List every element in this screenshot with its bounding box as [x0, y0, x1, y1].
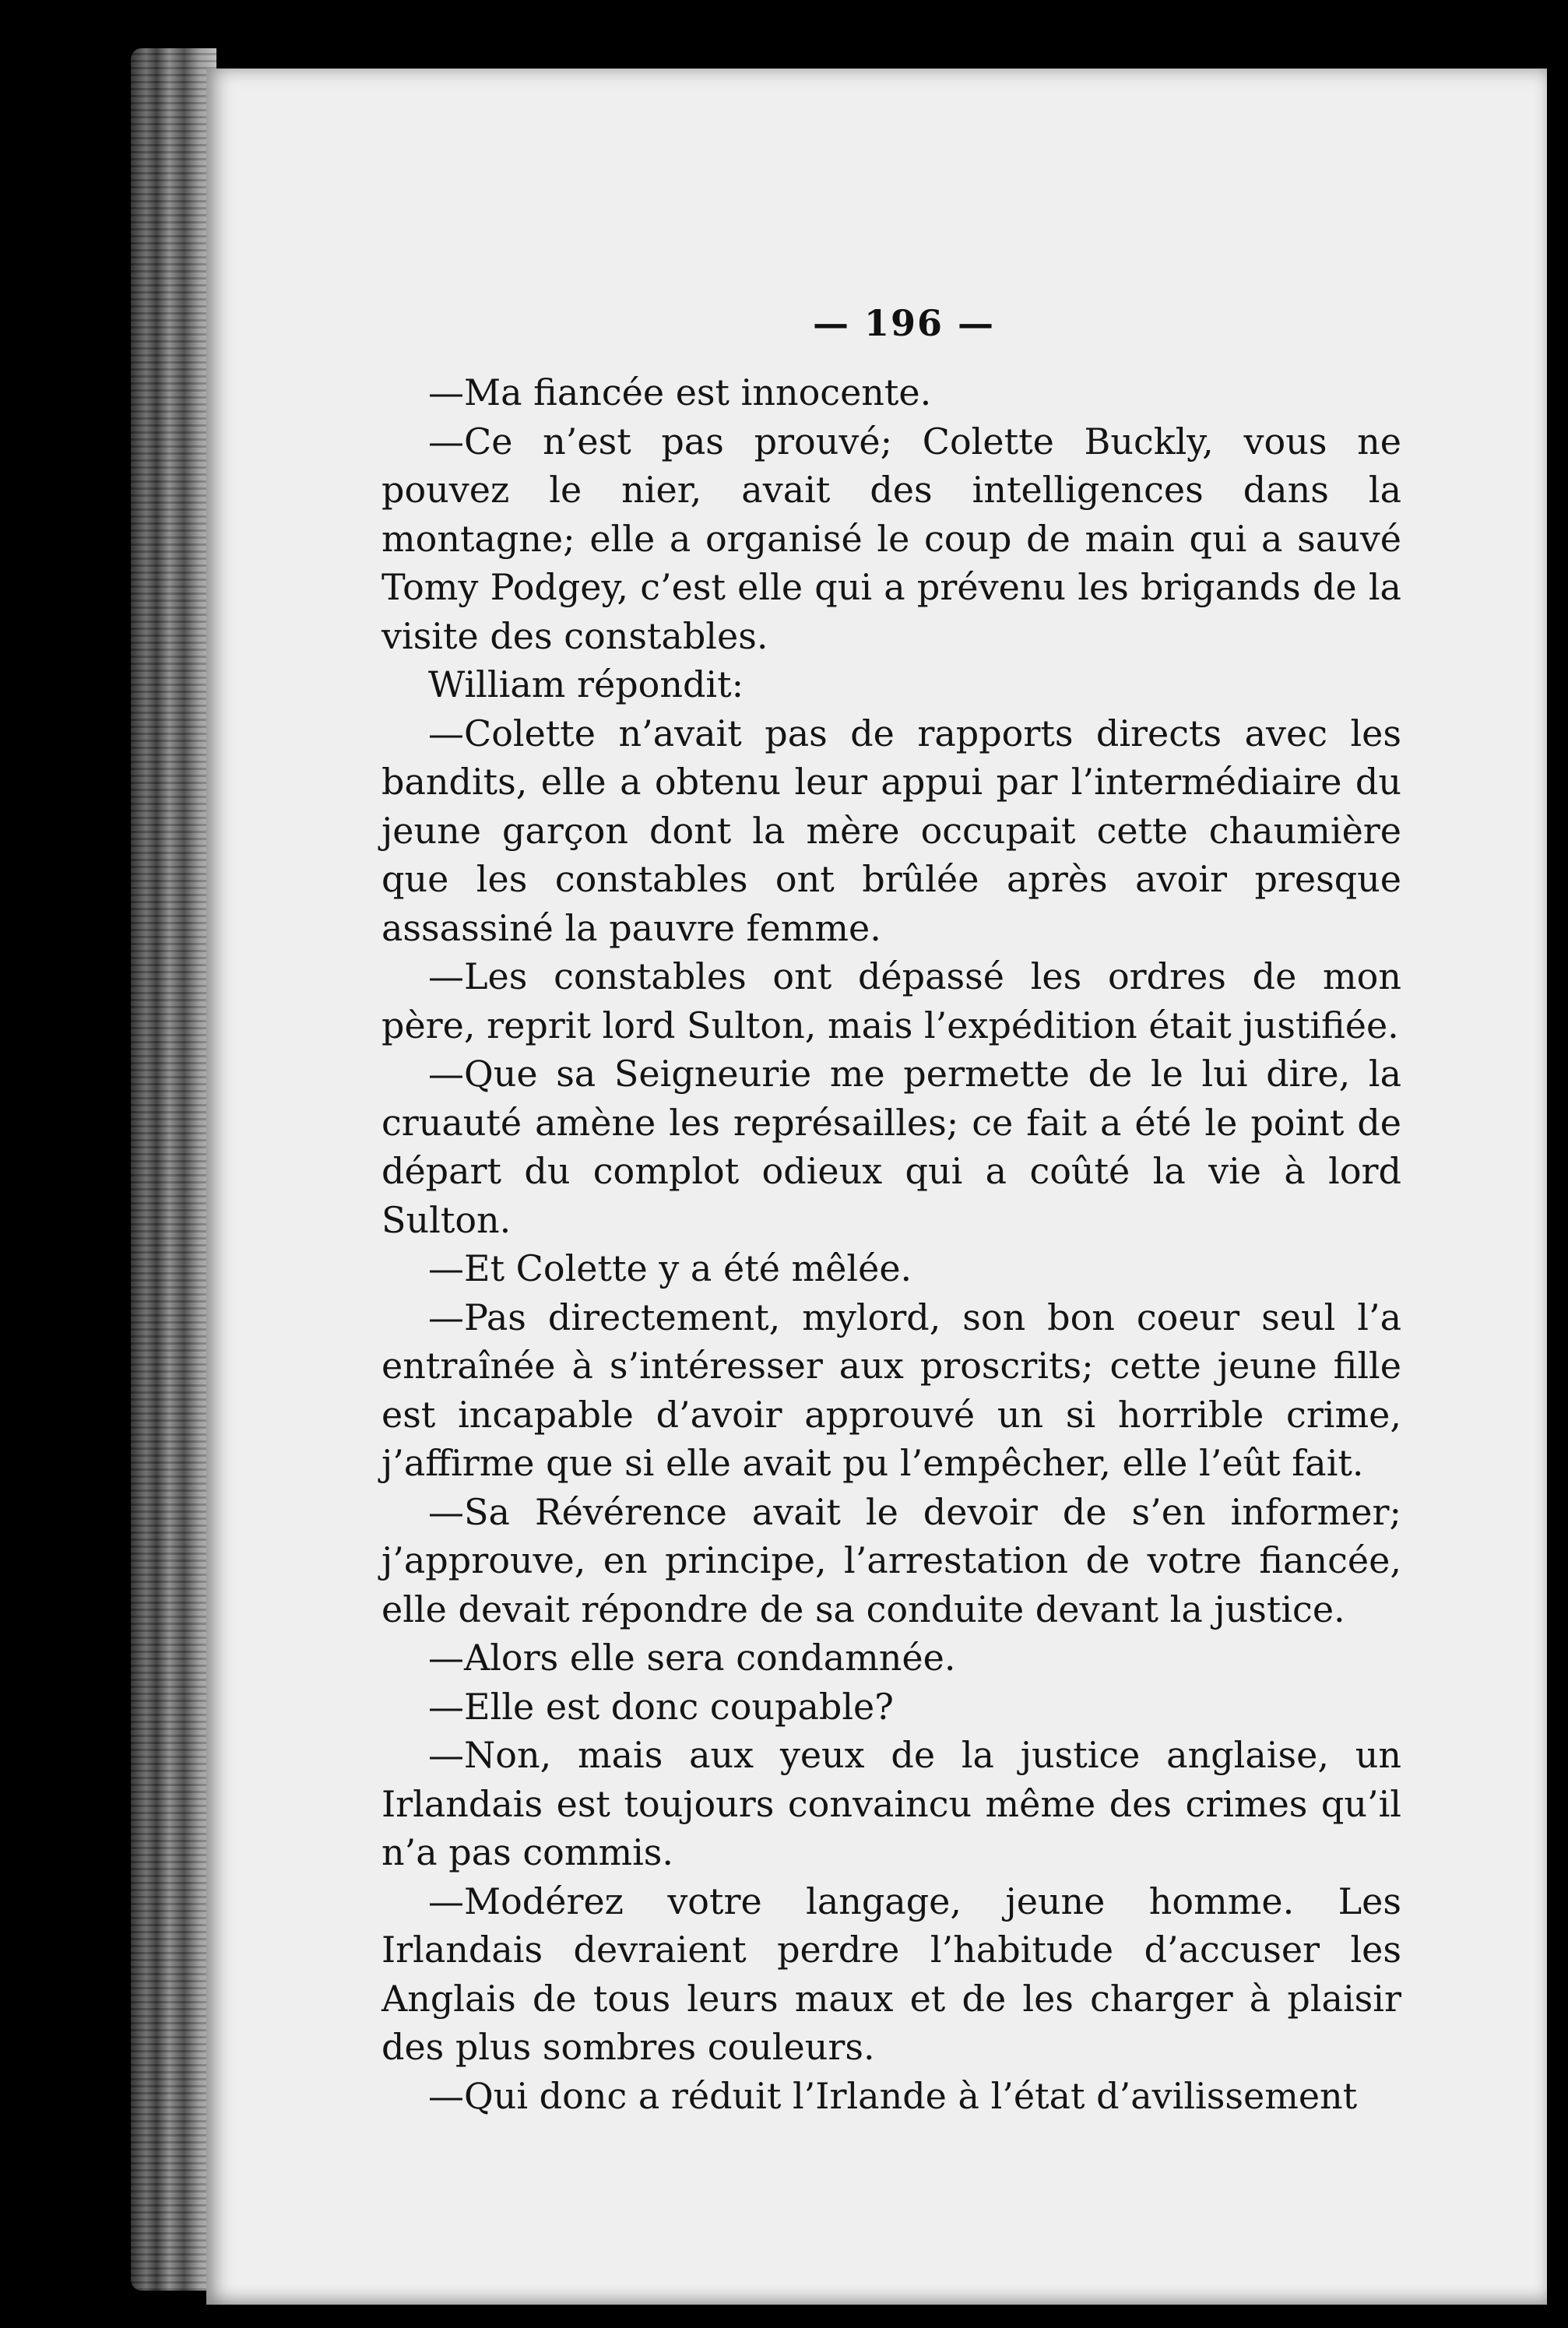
paragraph: —Pas directement, mylord, son bon coeur seul l’a entraînée à s’intéresser aux proscrits; cette jeune fille est incapable d’avoir approuvé un si horrible crime, j’affirme que si elle avait pu l’empêcher, elle l’eût fait. — [381, 1296, 1401, 1484]
paragraph: —Les constables ont dépassé les ordres de mon père, reprit lord Sulton, mais l’expédition était justifiée. — [381, 955, 1401, 1046]
paragraph: —Et Colette y a été mêlée. — [428, 1247, 912, 1289]
paragraph: —Ma fiancée est innocente. — [428, 371, 932, 413]
paragraph: —Que sa Seigneurie me permette de le lui dire, la cruauté amène les représailles; ce fait a été le point de départ du complot odieux qui a coûté la vie à lord Sulton. — [381, 1053, 1401, 1241]
page-number: — 196 — — [812, 302, 996, 344]
book-spine-edge — [131, 48, 216, 2291]
paragraph: —Alors elle sera condamnée. — [428, 1637, 956, 1679]
paragraph: William répondit: — [428, 663, 744, 705]
paragraph: —Colette n’avait pas de rapports directs avec les bandits, elle a obtenu leur appui par l’intermédiaire du jeune garçon dont la mère occupait cette chaumière que les constables ont brûlée après avoir presque assassiné la pauvre femme. — [381, 712, 1401, 949]
paragraph: —Non, mais aux yeux de la justice anglaise, un Irlandais est toujours convaincu même des crimes qu’il n’a pas commis. — [381, 1734, 1401, 1873]
book-page — [206, 69, 1547, 2305]
paragraph: —Elle est donc coupable? — [428, 1685, 894, 1728]
paragraph: —Modérez votre langage, jeune homme. Les Irlandais devraient perdre l’habitude d’accuser les Anglais de tous leurs maux et de les charger à plaisir des plus sombres couleurs. — [381, 1880, 1401, 2068]
page-text — [381, 368, 1401, 2120]
paragraph: —Qui donc a réduit l’Irlande à l’état d’avilissement — [428, 2074, 1358, 2117]
paragraph: —Ce n’est pas prouvé; Colette Buckly, vous ne pouvez le nier, avait des intelligences dans la montagne; elle a organisé le coup de main qui a sauvé Tomy Podgey, c’est elle qui a prévenu les brigands de la visite des constables. — [381, 420, 1401, 657]
paragraph: —Sa Révérence avait le devoir de s’en informer; j’approuve, en principe, l’arrestation de votre fiancée, elle devait répondre de sa conduite devant la justice. — [381, 1490, 1401, 1630]
